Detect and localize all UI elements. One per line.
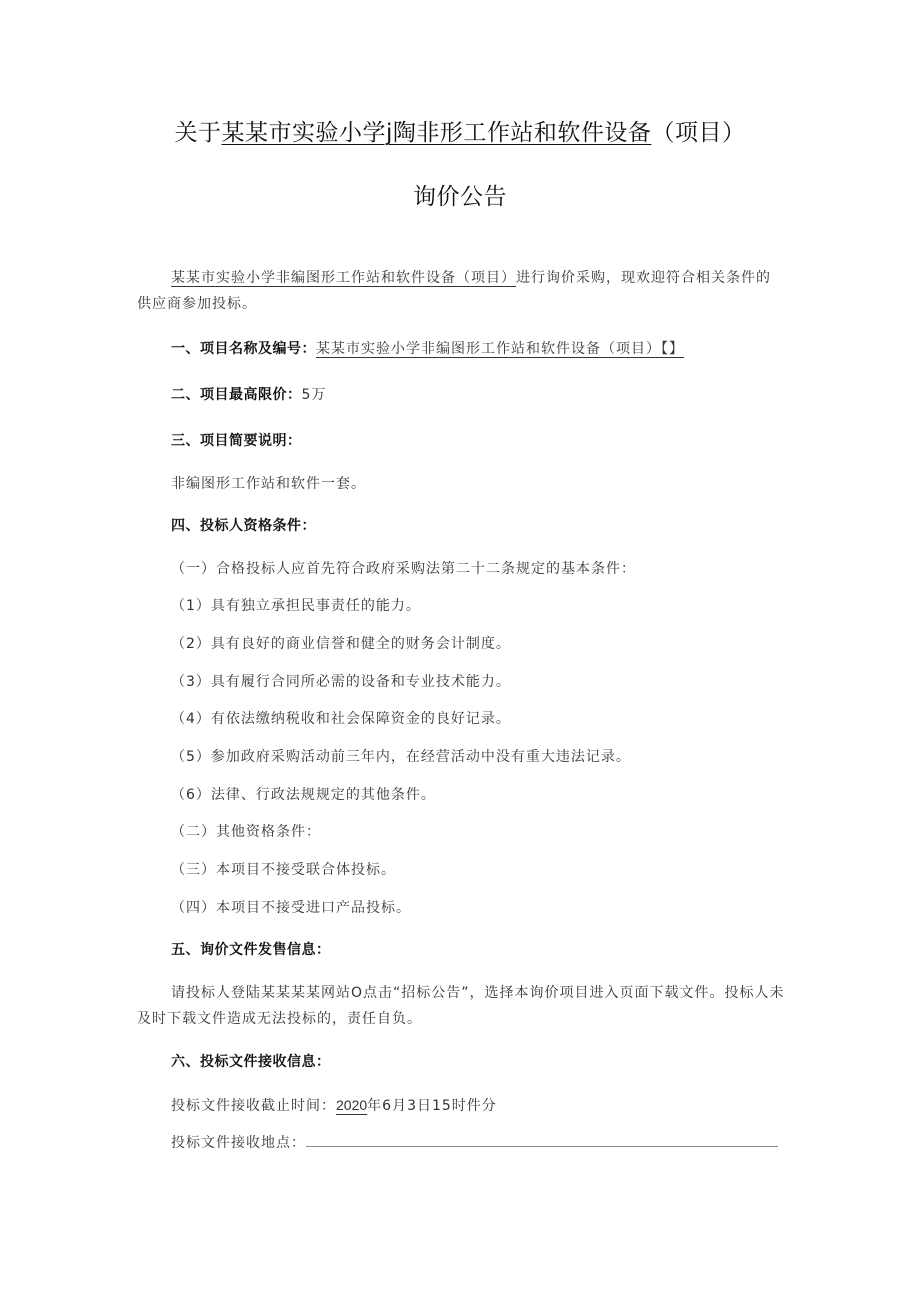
section-2 bbox=[137, 382, 785, 408]
qualification-item: （三）本项目不接受联合体投标。 bbox=[171, 862, 396, 878]
qualification-item: （2）具有良好的商业信誉和健全的财务会计制度。 bbox=[171, 636, 511, 652]
qualification-item: （1）具有独立承担民事责任的能力。 bbox=[171, 598, 421, 614]
qualification-item: （二）其他资格条件： bbox=[171, 824, 321, 840]
section-2-heading: 二、项目最高限价： bbox=[171, 387, 302, 403]
qualification-item: （四）本项目不接受进口产品投标。 bbox=[171, 900, 411, 916]
qualification-item: （3）具有履行合同所必需的设备和专业技术能力。 bbox=[171, 674, 511, 690]
qualification-item: （一）合格投标人应首先符合政府采购法第二十二条规定的基本条件： bbox=[171, 561, 636, 577]
page-title: 关于某某市实验小学j陶非形工作站和软件设备（项目） bbox=[174, 120, 746, 146]
qualification-item: （6）法律、行政法规规定的其他条件。 bbox=[171, 787, 436, 803]
qualification-item: （4）有依法缴纳税收和社会保障资金的良好记录。 bbox=[171, 711, 511, 727]
section-1 bbox=[137, 336, 785, 362]
deadline-year: 2020 bbox=[336, 1097, 368, 1113]
deadline-line: 投标文件接收截止时间：2020年6月3日15时件分 bbox=[171, 1097, 497, 1114]
intro-paragraph: 某某市实验小学非编图形工作站和软件设备（项目）进行询价采购，现欢迎符合相关条件的供应商参加投标。 bbox=[137, 270, 771, 312]
section-1-heading: 一、项目名称及编号： bbox=[171, 341, 316, 357]
title-project-name: 某某市实验小学j陶非形工作站和软件设备 bbox=[221, 120, 652, 146]
page-subtitle: 询价公告 bbox=[413, 184, 507, 210]
section-4-heading: 四、投标人资格条件： bbox=[171, 518, 316, 534]
qualification-item: （5）参加政府采购活动前三年内，在经营活动中没有重大违法记录。 bbox=[171, 749, 631, 765]
location-line: 投标文件接收地点： bbox=[137, 1130, 785, 1156]
location-blank-line bbox=[306, 1132, 778, 1147]
section-6-heading: 六、投标文件接收信息： bbox=[171, 1054, 331, 1070]
section-5-heading: 五、询价文件发售信息： bbox=[171, 942, 331, 958]
section-3-body: 非编图形工作站和软件一套。 bbox=[171, 476, 366, 492]
section-5-body: 请投标人登陆某某某某网站O点击“招标公告”，选择本询价项目进入页面下载文件。投标人未及时下载文件造成无法投标的，责任自负。 bbox=[137, 985, 785, 1027]
price-limit: 5万 bbox=[301, 387, 327, 403]
section-3-heading: 三、项目简要说明： bbox=[171, 433, 302, 449]
intro-project-name: 某某市实验小学非编图形工作站和软件设备（项目） bbox=[171, 270, 516, 286]
section-1-value: 某某市实验小学非编图形工作站和软件设备（项目）【】 bbox=[316, 341, 684, 357]
